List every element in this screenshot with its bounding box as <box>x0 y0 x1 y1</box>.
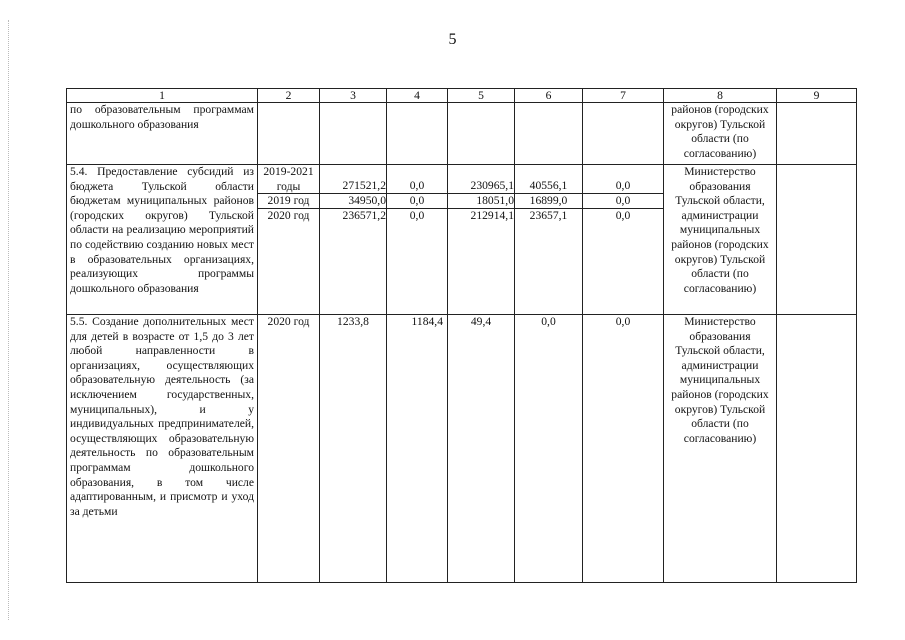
header-cell: 3 <box>320 89 387 103</box>
period-cell: 2020 год <box>258 315 320 583</box>
extrabudgetary-funding <box>583 165 664 315</box>
scan-margin-marks <box>8 20 10 620</box>
value-2019: 0,0 <box>583 194 663 209</box>
empty-cell <box>777 103 857 165</box>
empty-cell <box>448 103 515 165</box>
empty-cell <box>320 103 387 165</box>
header-cell: 2 <box>258 89 320 103</box>
value-2020: 212914,1 <box>470 209 514 222</box>
responsible-executor: Министерство образования Тульской области, администрации муниципальных районов (городских округов) Тульской области (по согласованию) <box>664 315 777 583</box>
empty-cell <box>515 103 583 165</box>
total-funding <box>320 165 387 315</box>
header-cell: 7 <box>583 89 664 103</box>
value-2020: 236571,2 <box>342 209 386 222</box>
extrabudgetary-funding: 0,0 <box>583 315 664 583</box>
page-number: 5 <box>448 31 457 48</box>
value-total: 0,0 <box>387 165 447 194</box>
federal-funding <box>387 165 448 315</box>
regional-funding <box>448 165 515 315</box>
empty-cell <box>387 103 448 165</box>
empty-cell <box>777 165 857 315</box>
value-2019: 16899,0 <box>515 194 582 209</box>
table-row-5-5 <box>67 315 857 583</box>
activity-description: по образовательным программам дошкольного образования <box>67 103 258 165</box>
header-cell: 1 <box>67 89 258 103</box>
header-cell: 6 <box>515 89 583 103</box>
federal-funding: 1184,4 <box>387 315 448 583</box>
header-row <box>67 89 857 103</box>
municipal-funding <box>515 165 583 315</box>
table-row-continuation <box>67 103 857 165</box>
value-2020: 23657,1 <box>529 209 568 222</box>
value-2020: 0,0 <box>409 209 425 222</box>
value-total: 271521,2 <box>320 165 386 194</box>
period-2019: 2019 год <box>258 194 319 209</box>
header-cell: 4 <box>387 89 448 103</box>
program-table <box>66 88 857 583</box>
value-total: 40556,1 <box>515 165 582 194</box>
value-2020: 0,0 <box>615 209 631 222</box>
activity-description: 5.5. Создание дополнительных мест для детей в возрасте от 1,5 до 3 лет любой направленности в организациях, осуществляющих образовательную деятельность (за исключением государственных, муниципальных), и у индивидуальных предпринимателей, осуществляющих образовательную деятельность по образовательным программам дошкольного образования, в том числе адаптированным, и присмотр и уход за детьми <box>67 315 258 583</box>
value-2019: 18051,0 <box>448 194 514 209</box>
period-total: 2019-2021 годы <box>258 165 319 194</box>
header-cell: 8 <box>664 89 777 103</box>
period-cell <box>258 165 320 315</box>
header-cell: 5 <box>448 89 515 103</box>
activity-description: 5.4. Предоставление субсидий из бюджета Тульской области бюджетам муниципальных районов (городских округов) Тульской области на реализацию мероприятий по содействию созданию новых мест в образовательных организациях, реализующих программы дошкольного образования <box>67 165 258 315</box>
empty-cell <box>583 103 664 165</box>
value-2019: 34950,0 <box>320 194 386 209</box>
regional-funding: 49,4 <box>448 315 515 583</box>
value-2019: 0,0 <box>387 194 447 209</box>
value-total: 230965,1 <box>448 165 514 194</box>
empty-cell <box>258 103 320 165</box>
value-total: 0,0 <box>583 165 663 194</box>
header-cell: 9 <box>777 89 857 103</box>
responsible-executor: районов (городских округов) Тульской области (по согласованию) <box>664 103 777 165</box>
table-row-5-4 <box>67 165 857 315</box>
period-2020: 2020 год <box>267 209 310 222</box>
empty-cell <box>777 315 857 583</box>
total-funding: 1233,8 <box>320 315 387 583</box>
municipal-funding: 0,0 <box>515 315 583 583</box>
responsible-executor: Министерство образования Тульской области, администрации муниципальных районов (городских округов) Тульской области (по согласованию) <box>664 165 777 315</box>
